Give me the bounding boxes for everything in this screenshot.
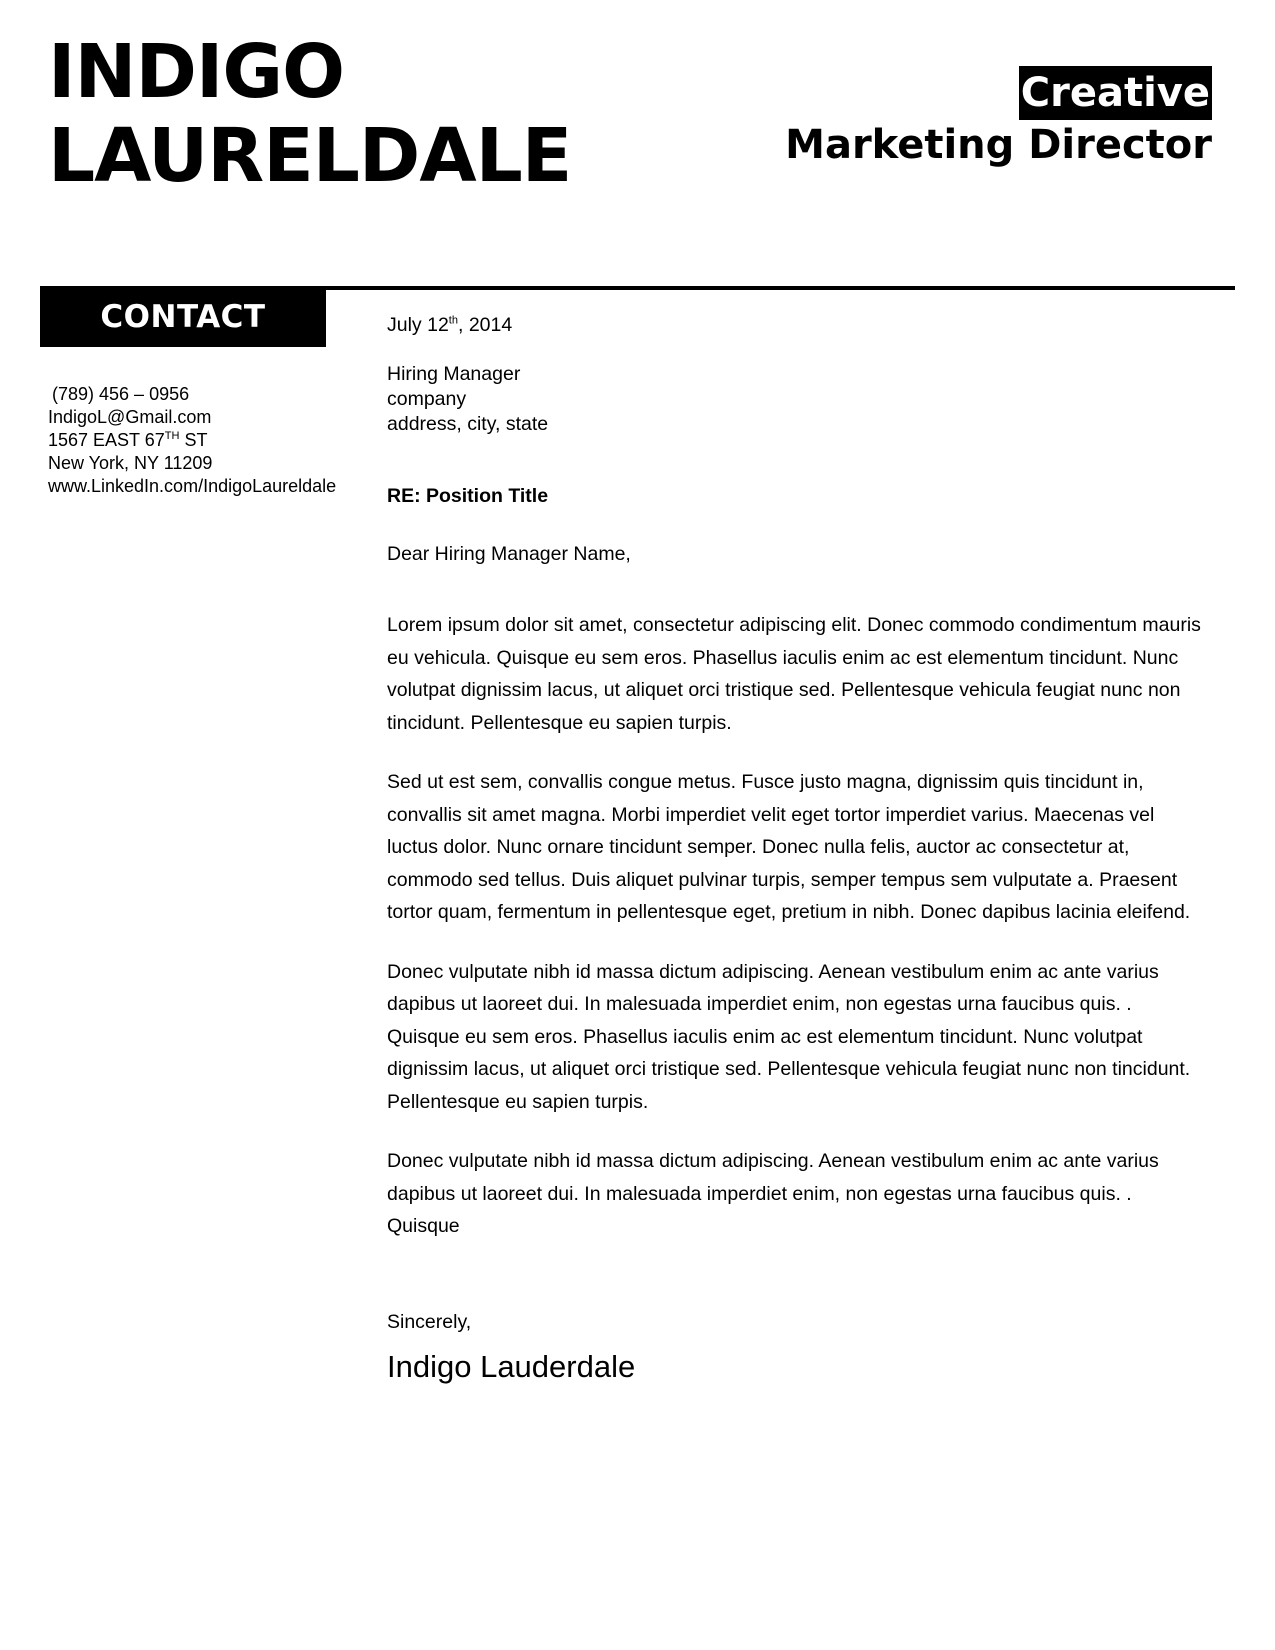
- street-ordinal: TH: [164, 430, 180, 442]
- contact-linkedin: www.LinkedIn.com/IndigoLaureldale: [48, 476, 337, 496]
- date-year: , 2014: [457, 314, 513, 336]
- applicant-name: [48, 30, 571, 198]
- contact-email: IndigoL@Gmail.com: [48, 407, 212, 427]
- body-paragraph-4: Donec vulputate nibh id massa dictum adipiscing. Aenean vestibulum enim ac ante varius dapibus ut laoreet dui. In malesuada imperdiet enim, non egestas urna faucibus quis. . Quisque: [387, 1150, 1159, 1237]
- street-suffix: ST: [179, 430, 208, 450]
- recipient-address: address, city, state: [387, 413, 549, 435]
- body-paragraph-2: Sed ut est sem, convallis congue metus. Fusce justo magna, dignissim quis tincidunt in, convallis sit amet magna. Morbi imperdiet velit eget tortor imperdiet varius. Maecenas vel luctus dolor. Nunc ornare tincidunt semper. Donec nulla felis, auctor ac consectetur at, commodo sed tellus. Duis aliquet pulvinar turpis, semper tempus sem vulputate a. Praesent tortor quam, fermentum in pellentesque eget, pretium in nibh. Donec dapibus lacinia eleifend.: [387, 771, 1191, 923]
- contact-street: [48, 429, 336, 452]
- contact-details: [48, 383, 336, 498]
- letter-body: [387, 312, 1207, 1387]
- closing: Sincerely,: [387, 1310, 472, 1333]
- job-title: [785, 66, 1212, 170]
- title-highlight: Creative: [1019, 66, 1212, 120]
- date-ordinal: th: [448, 314, 458, 327]
- signature: Indigo Lauderdale: [387, 1348, 636, 1384]
- letter-date: [387, 312, 1207, 338]
- subject-line: RE: Position Title: [387, 485, 549, 507]
- body-paragraph-1: Lorem ipsum dolor sit amet, consectetur adipiscing elit. Donec commodo condimentum mauris eu vehicula. Quisque eu sem eros. Phasellus iaculis enim ac est elementum tincidunt. Nunc volutpat dignissim lacus, ut aliquet orci tristique sed. Pellentesque vehicula feugiat nunc non tincidunt. Pellentesque eu sapien turpis.: [387, 614, 1201, 734]
- street-number: 1567 EAST 67: [48, 430, 165, 450]
- date-month-day: July 12: [387, 314, 449, 336]
- recipient-name: Hiring Manager: [387, 363, 521, 385]
- contact-phone: (789) 456 – 0956: [52, 384, 190, 404]
- salutation: Dear Hiring Manager Name,: [387, 543, 631, 565]
- title-role: Marketing Director: [785, 122, 1212, 168]
- recipient-company: company: [387, 388, 467, 410]
- first-name: INDIGO: [48, 29, 345, 115]
- contact-city: New York, NY 11209: [48, 453, 213, 473]
- contact-heading: CONTACT: [40, 287, 326, 347]
- recipient-block: [387, 362, 1207, 437]
- body-paragraph-3: Donec vulputate nibh id massa dictum adipiscing. Aenean vestibulum enim ac ante varius dapibus ut laoreet dui. In malesuada imperdiet enim, non egestas urna faucibus quis. . Quisque eu sem eros. Phasellus iaculis enim ac est elementum tincidunt. Nunc volutpat dignissim lacus, ut aliquet orci tristique sed. Pellentesque vehicula feugiat nunc non tincidunt. Pellentesque eu sapien turpis.: [387, 960, 1191, 1113]
- last-name: LAURELDALE: [48, 113, 572, 199]
